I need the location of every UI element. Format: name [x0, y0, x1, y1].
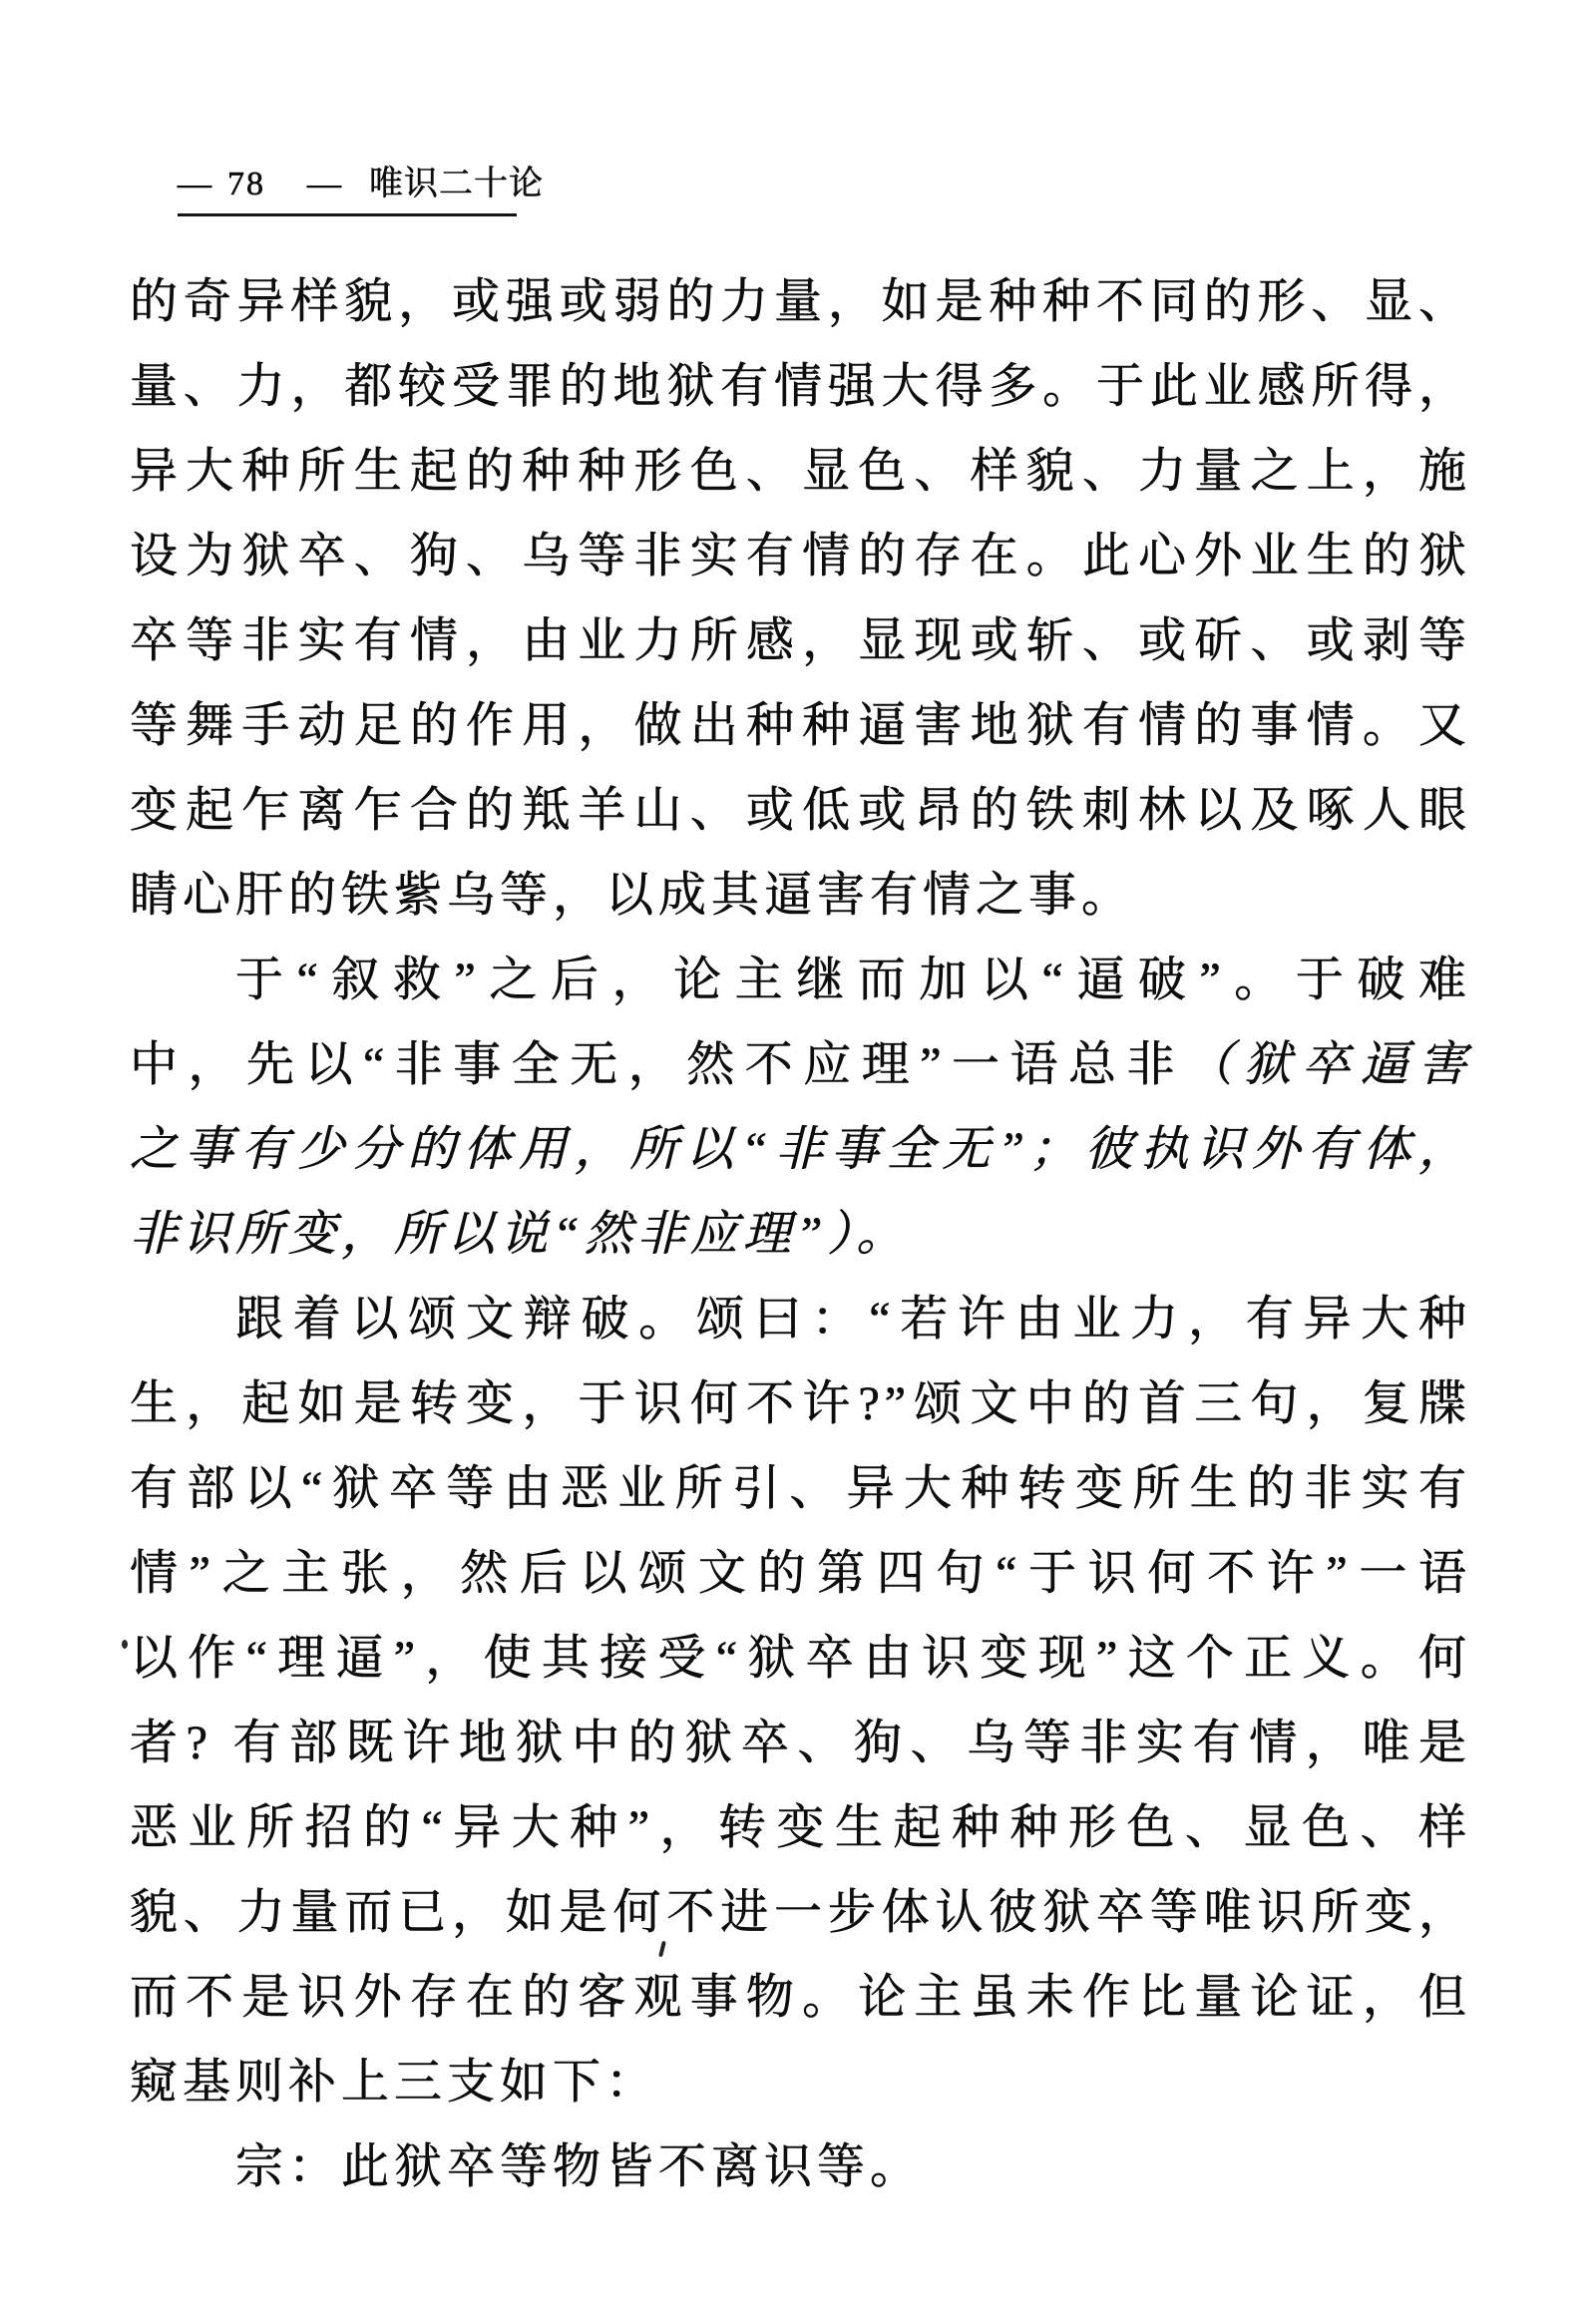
song-text: 宗：此狱卒等物皆不离识等。 [235, 2140, 924, 2193]
kai-annotation-text: 之事有少分的体用，所以“非事全无”；彼执识外有体， [130, 1123, 1471, 1176]
song-text: 等舞手动足的作用，做出种种逼害地狱有情的事情。又 [130, 699, 1471, 752]
text-line [130, 1277, 1471, 1361]
body-text [130, 259, 1471, 2209]
song-text: 于“叙救”之后，论主继而加以“逼破”。于破难 [235, 954, 1471, 1006]
text-line [130, 1701, 1471, 1785]
text-line [130, 938, 1471, 1022]
kai-annotation-text: （狱卒逼害 [1185, 1038, 1471, 1091]
text-line [130, 1785, 1471, 1870]
text-line [130, 1531, 1471, 1616]
text-line [130, 1446, 1471, 1531]
song-text: 的奇异样貌，或强或弱的力量，如是种种不同的形、显、 [130, 275, 1471, 328]
text-line [130, 2040, 1471, 2124]
text-line [130, 598, 1471, 683]
song-text: 有部以“狱卒等由恶业所引、异大种转变所生的非实有 [130, 1462, 1471, 1515]
song-text: 卒等非实有情，由业力所感，显现或斩、或斫、或剥等 [130, 614, 1471, 667]
scan-speck [122, 1640, 128, 1649]
header-dash-right: — [307, 166, 341, 202]
page-number: 78 [227, 166, 265, 202]
text-line [130, 514, 1471, 598]
song-text: 设为狱卒、狗、乌等非实有情的存在。此心外业生的狱 [130, 530, 1471, 582]
song-text: 貌、力量而已，如是何不进一步体认彼狱卒等唯识所变， [130, 1886, 1471, 1939]
text-line [130, 429, 1471, 514]
song-text: 中，先以“非事全无，然不应理”一语总非 [130, 1038, 1185, 1091]
text-line [130, 1955, 1471, 2040]
header-dash-left: — [178, 166, 211, 202]
song-text: 睛心肝的铁紫乌等，以成其逼害有情之事。 [130, 869, 1135, 922]
page-header [178, 156, 544, 216]
song-text: 者? 有部既许地狱中的狱卒、狗、乌等非实有情，唯是 [130, 1717, 1471, 1769]
song-text: 而不是识外存在的客观事物。论主虽未作比量论证，但 [130, 1971, 1471, 2024]
song-text: 情”之主张，然后以颂文的第四句“于识何不许”一语 [130, 1547, 1471, 1600]
text-line [130, 683, 1471, 768]
text-line [130, 1107, 1471, 1192]
song-text: 量、力，都较受罪的地狱有情强大得多。于此业感所得， [130, 360, 1471, 413]
text-line [130, 1870, 1471, 1955]
kai-annotation-text: 非识所变，所以说“然非应理”）。 [130, 1208, 910, 1261]
text-line [130, 768, 1471, 853]
song-text: 变起乍离乍合的羝羊山、或低或昂的铁刺林以及啄人眼 [130, 784, 1471, 837]
text-line [130, 2124, 1471, 2209]
song-text: 恶业所招的“异大种”，转变生起种种形色、显色、样 [130, 1801, 1471, 1854]
text-line [130, 853, 1471, 938]
text-line [130, 1192, 1471, 1277]
text-line [130, 344, 1471, 429]
song-text: 以作“理逼”，使其接受“狱卒由识变现”这个正义。何 [130, 1632, 1471, 1685]
song-text: 生，起如是转变，于识何不许?”颂文中的首三句，复牒 [130, 1377, 1471, 1430]
song-text: 窥基则补上三支如下： [130, 2056, 659, 2109]
book-title: 唯识二十论 [369, 166, 544, 202]
text-line [130, 1022, 1471, 1107]
song-text: 跟着以颂文辩破。颂曰：“若许由业力，有异大种 [235, 1293, 1471, 1346]
text-line [130, 1616, 1471, 1701]
text-line [130, 259, 1471, 344]
song-text: 异大种所生起的种种形色、显色、样貌、力量之上，施 [130, 445, 1471, 498]
text-line [130, 1361, 1471, 1446]
